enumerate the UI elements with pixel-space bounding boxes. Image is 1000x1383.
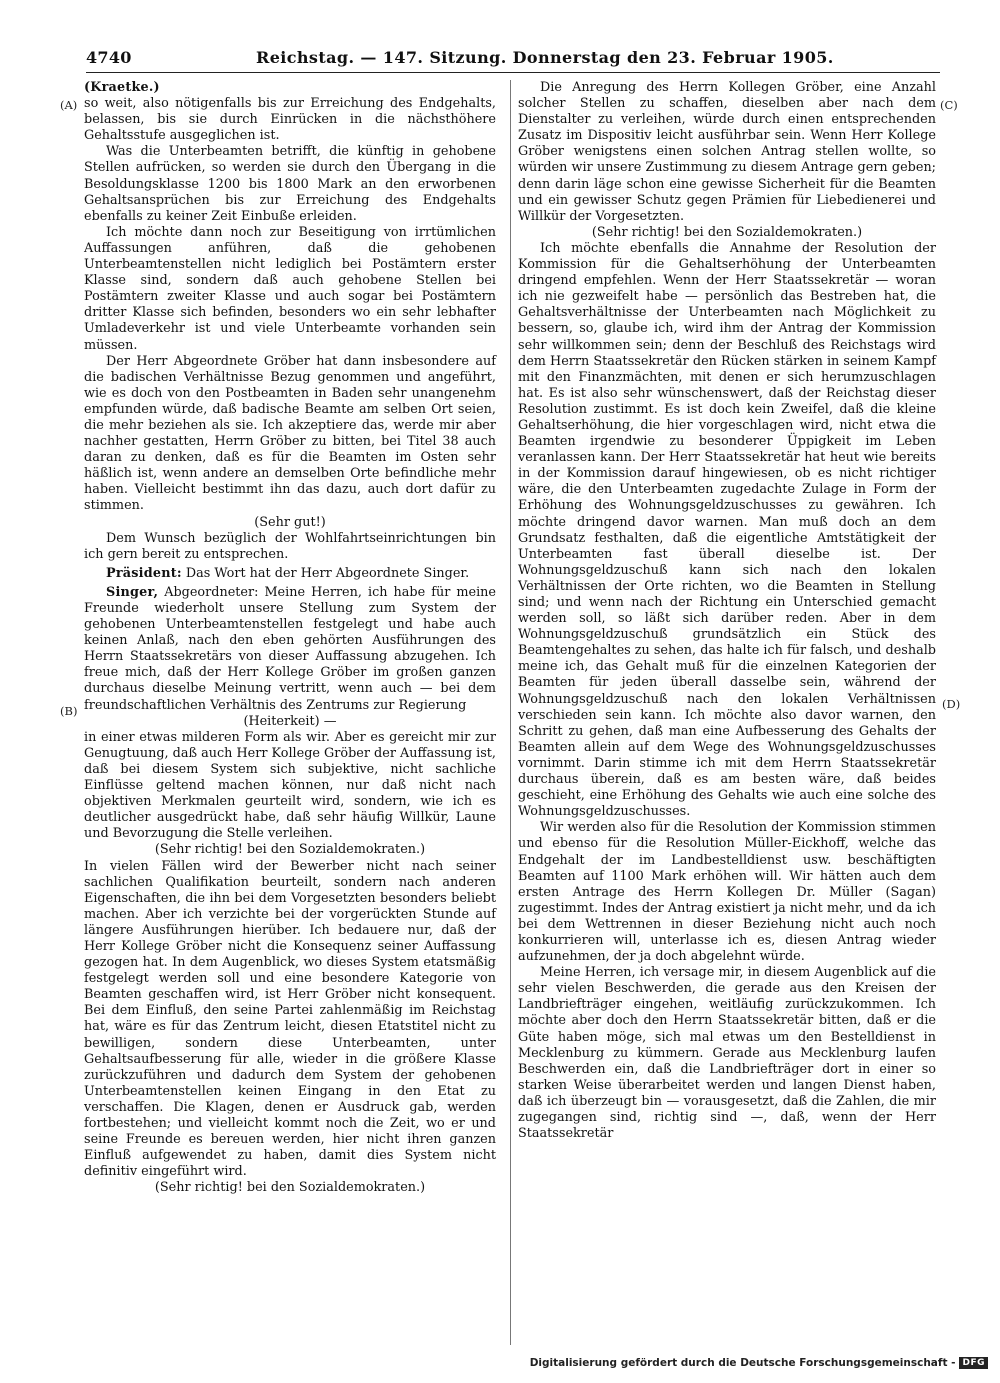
paragraph: Ich möchte ebenfalls die Annahme der Resolution der Kommission für die Gehaltserhöhung der Unterbeamten dringend empfehlen. Wenn der Herr Staatssekretär — woran ich nie gezweifelt habe — persönlich das Bestreben hat, die Gehaltsverhältnisse der Unterbeamten nach Möglichkeit zu bessern, so, glaube ich, wird ihm der Antrag der Kommission sehr willkommen sein; denn der Beschluß des Reichstags wird dem Herrn Staatssekretär den Rücken stärken in seinem Kampf mit den Finanzmächten, mit denen er sich herumzuschlagen hat. Es ist also sehr wünschenswert, daß der Reichstag dieser Resolution zustimmt. Es ist doch kein Zweifel, daß die kleine Gehaltserhöhung, die hier vorgeschlagen wird, nicht etwa die Beamten irgendwie zu besonderer Üppigkeit im Leben veranlassen kann. Der Herr Staatssekretär hat heut wie bereits in der Kommission darauf hingewiesen, ob es nicht richtiger wäre, die den Unterbeamten zugedachte Zulage in Form der Erhöhung des Wohnungsgeldzuschusses zu gewähren. Ich möchte dringend davor warnen. Man muß doch an dem Grundsatz festhalten, daß die eigentliche Amtstätigkeit der Unterbeamten fast überall dieselbe ist. Der Wohnungsgeldzuschuß kann sich nach den lokalen Verhältnissen der Orte richten, wo die Beamten in Stellung sind; und wenn nach der Richtung ein Unterschied gemacht werden soll, so läßt sich darüber reden. Aber in dem Wohnungsgeldzuschuß grundsätzlich ein Stück des Beamtengehaltes zu sehen, das halte ich für falsch, und deshalb meine ich, das Gehalt muß für die einzelnen Kategorien der Beamten für jeden überall dasselbe sein, während der Wohnungsgeldzuschuß nach den lokalen Verhältnissen verschieden sein kann. Ich möchte also davor warnen, den Schritt zu gehen, daß man eine Aufbesserung des Gehalts der Beamten allein auf dem Wege des Wohnungsgeldzuschusses vornimmt. Darin stimme ich mit dem Herrn Staatssekretär durchaus überein, daß es am besten wäre, daß beides geschieht, eine Erhöhung des Gehalts wie auch eine solche des Wohnungsgeldzuschusses. [518,240,936,820]
singer-statement: Singer, Abgeordneter: Meine Herren, ich habe für meine Freunde wiederholt unsere Stellung zum System der gehobenen Unterbeamtenstellen festgelegt und habe auch keinen Anlaß, nach den eben gehörten Ausführungen des Herrn Staatssekretärs von dieser Auffassung abzugehen. Ich freue mich, daß der Herr Kollege Gröber im großen ganzen durchaus dieselbe Meinung vertritt, wenn auch — bei dem freundschaftlichen Verhältnis des Zentrums zur Regierung [84,584,496,713]
margin-marker-c: (C) [940,98,958,112]
paragraph: Dem Wunsch bezüglich der Wohlfahrtseinrichtungen bin ich gern bereit zu entsprechen. [84,530,496,562]
paragraph: Ich möchte dann noch zur Beseitigung von irrtümlichen Auffassungen anführen, daß die gehobenen Unterbeamtenstellen nicht lediglich bei Postämtern erster Klasse sind, sondern daß auch gehobene Stellen bei Postämtern zweiter Klasse und auch sogar bei Postämtern dritter Klasse sich befinden, besonders wo ein sehr lebhafter Umladeverkehr ist und viele Unterbeamte vorhanden sein müssen. [84,224,496,353]
margin-marker-d: (D) [942,697,961,711]
interjection: (Sehr richtig! bei den Sozialdemokraten.) [154,842,426,858]
dfg-logo: DFG [959,1357,988,1369]
interjection: (Sehr richtig! bei den Sozialdemokraten.) [591,224,863,240]
header-title: Reichstag. — 147. Sitzung. Donnerstag den 23. Februar 1905. [256,48,834,67]
speaker-name: Singer, [106,584,159,600]
interjection: (Heiterkeit) — [243,713,337,729]
paragraph: Der Herr Abgeordnete Gröber hat dann insbesondere auf die badischen Verhältnisse Bezug genommen und angeführt, wie es doch von den Postbeamten in Baden sehr unangenehm empfunden würde, daß badische Beamte am selben Ort seien, die mehr beziehen als sie. Ich akzeptiere das, werde mir aber nachher gestatten, Herrn Gröber zu bitten, bei Titel 38 auch daran zu denken, daß es für die Beamten im Osten sehr häßlich ist, wenn andere an demselben Orte befindliche mehr haben. Vielleicht bestimmt ihn das dazu, auch dort dafür zu stimmen. [84,353,496,514]
speaker-name: Präsident: [106,565,182,581]
paragraph: In vielen Fällen wird der Bewerber nicht nach seiner sachlichen Qualifikation beurteilt, sondern nach anderen Eigenschaften, die ihn bei dem Vorgesetzten besonders beliebt machen. Aber ich verzichte bei der vorgerückten Stunde auf längere Ausführungen hierüber. Ich bedauere nur, daß der Herr Kollege Gröber nicht die Konsequenz seiner Auffassung gezogen hat. In dem Augenblick, wo dieses System etatsmäßig festgelegt werden soll und eine besondere Kategorie von Beamten geschaffen wird, ist Herr Gröber nicht konsequent. Bei dem Einfluß, den seine Partei zahlenmäßig im Reichstag hat, wäre es für das Zentrum leicht, diesen Etatstitel nicht zu bewilligen, sondern diese Unterbeamten, unter Gehaltsaufbesserung für alle, wieder in die größere Klasse zurückzuführen und dadurch dem System der gehobenen Unterbeamtenstellen keinen Eingang in den Etat zu verschaffen. Die Klagen, denen er Ausdruck gab, werden fortbestehen; und vielleicht kommt noch die Zeit, wo er und seine Freunde es bereuen werden, hier nicht ihren ganzen Einfluß aufgewendet zu haben, damit dies System nicht definitiv eingeführt wird. [84,858,496,1180]
paragraph: in einer etwas milderen Form als wir. Aber es gereicht mir zur Genugtuung, daß auch Herr Kollege Gröber der Auffassung ist, daß bei diesem System sich subjektive, nicht sachliche Einflüsse geltend machen können, nur daß nicht nach objektiven Merkmalen geurteilt wird, sondern, wie ich es deutlicher ausgedrückt habe, daß sehr häufig Willkür, Laune und Bevorzugung die Stelle verleihen. [84,729,496,842]
page-number: 4740 [86,48,132,67]
margin-marker-b: (B) [60,704,78,718]
margin-marker-a: (A) [60,98,78,112]
column-divider [510,80,511,1345]
footer-credit [530,1357,988,1369]
right-column [518,80,936,1142]
interjection: (Sehr gut!) [254,514,326,530]
left-column [84,80,496,1196]
paragraph: Die Anregung des Herrn Kollegen Gröber, eine Anzahl solcher Stellen zu schaffen, dieselben aber nach dem Dienstalter zu verleihen, würde durch einen entsprechenden Zusatz im Dispositiv leicht ausführbar sein. Wenn Herr Kollege Gröber wenigstens einen solchen Antrag stellen wollte, so würden wir unsere Zustimmung zu diesem Antrage gern geben; denn darin läge schon eine gewisse Sicherheit für die Beamten und ein gewisser Schutz gegen Prämien für Liebedienerei und Willkür der Vorgesetzten. [518,80,936,224]
paragraph: so weit, also nötigenfalls bis zur Erreichung des Endgehalts, belassen, bis sie durch Einrücken in die nächsthöhere Gehaltsstufe ausgeglichen ist. [84,96,496,144]
footer-text: Digitalisierung gefördert durch die Deutsche Forschungsgemeinschaft - [529,1357,956,1369]
paragraph: Wir werden also für die Resolution der Kommission stimmen und ebenso für die Resolution Müller-Eickhoff, welche das Endgehalt der im Landbestelldienst usw. beschäftigten Beamten auf 1100 Mark erhöhen will. Wir hätten auch dem ersten Antrage des Herrn Kollegen Dr. Müller (Sagan) zugestimmt. Indes der Antrag existiert ja nicht mehr, und da ich bei dem Wettrennen in dieser Beziehung nicht auch noch konkurrieren will, unterlasse ich es, diesen Antrag wieder aufzunehmen, der ja doch abgelehnt würde. [518,820,936,965]
paragraph: Was die Unterbeamten betrifft, die künftig in gehobene Stellen aufrücken, so werden sie durch den Übergang in die Besoldungsklasse 1200 bis 1800 Mark an den erworbenen Gehaltsansprüchen bis zur Erreichung des Endgehalts ebenfalls zu keiner Zeit Einbuße erleiden. [84,144,496,224]
page-header [86,46,940,73]
president-statement: Präsident: Das Wort hat der Herr Abgeordnete Singer. [106,565,470,581]
paragraph: Meine Herren, ich versage mir, in diesem Augenblick auf die sehr vielen Beschwerden, die gerade aus den Kreisen der Landbriefträger eingehen, weitläufig zurückzukommen. Ich möchte aber doch den Herrn Staatssekretär bitten, daß er die Güte haben möge, sich mal etwas um den Bestelldienst in Mecklenburg zu kümmern. Gerade aus Mecklenburg laufen Beschwerden ein, daß die Landbriefträger dort in einer so starken Weise überarbeitet werden und langen Dienst haben, daß ich überzeugt bin — vorausgesetzt, daß die Zahlen, die mir zugegangen sind, richtig sind —, daß, wenn der Herr Staatssekretär [518,965,936,1142]
interjection: (Sehr richtig! bei den Sozialdemokraten.) [154,1180,426,1196]
speaker-tag: (Kraetke.) [84,80,160,95]
